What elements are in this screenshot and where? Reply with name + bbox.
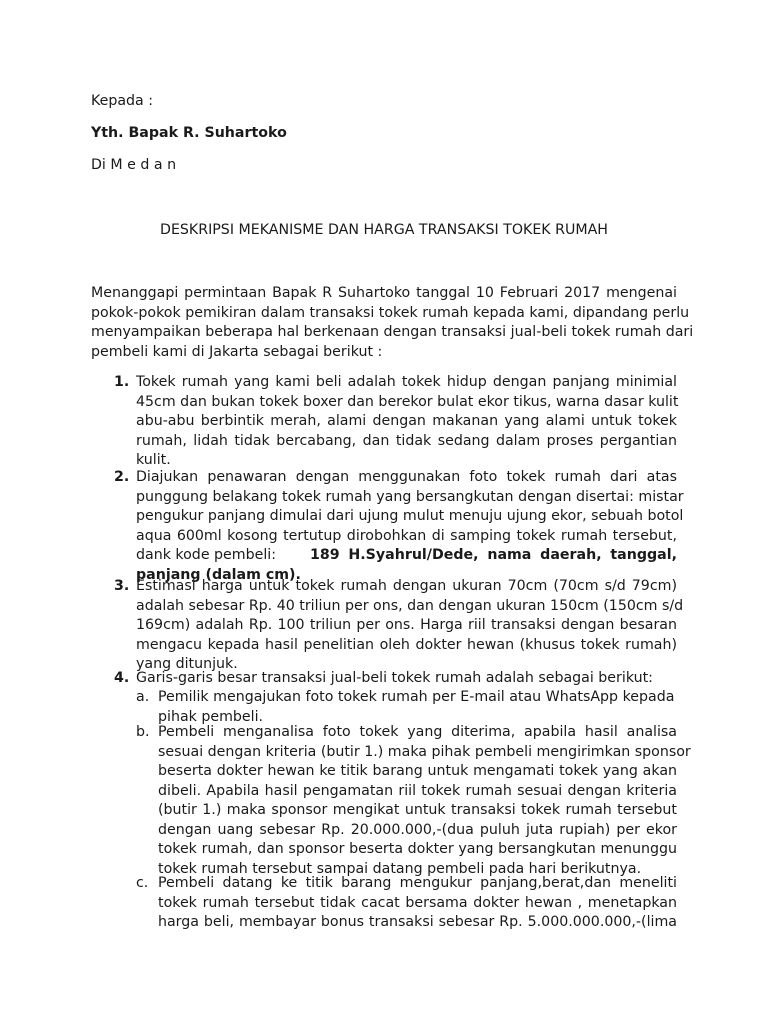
intro-line: Menanggapi permintaan Bapak R Suhartoko tanggal 10 Februari 2017 mengenai [91, 285, 677, 301]
item-number: 1. [114, 374, 130, 390]
subitem-line: Pembeli datang ke titik barang mengukur panjang,berat,dan meneliti [158, 875, 677, 891]
item-line: 169cm) adalah Rp. 100 triliun per ons. Harga riil transaksi dengan besaran [136, 617, 677, 633]
intro-line: pembeli kami di Jakarta sebagai berikut : [91, 343, 383, 360]
recipient-name: Yth. Bapak R. Suhartoko [91, 125, 287, 141]
subitem-line: dengan uang sebesar Rp. 20.000.000,-(dua puluh juta rupiah) per ekor [158, 821, 677, 838]
item-number: 3. [114, 578, 130, 594]
item-line: adalah sebesar Rp. 40 triliun per ons, dan dengan ukuran 150cm (150cm s/d [136, 597, 684, 614]
subitem-letter: c. [136, 875, 149, 891]
item-line: punggung belakang tokek rumah yang bersangkutan dengan disertai: mistar [136, 488, 684, 505]
list-item-2 [136, 469, 684, 589]
subitem-line: pihak pembeli. [158, 708, 264, 725]
item-line: kulit. [136, 452, 171, 468]
subitem-a [158, 689, 677, 729]
item-line: mengacu kepada hasil penelitian oleh dokter hewan (khusus tokek rumah) [136, 636, 677, 653]
item-line: Tokek rumah yang kami beli adalah tokek hidup dengan panjang minimial [136, 374, 677, 390]
kepada-label: Kepada : [91, 93, 154, 109]
item-line: Diajukan penawaran dengan menggunakan foto tokek rumah dari atas [136, 469, 677, 485]
subitem-line: (butir 1.) maka sponsor mengikat untuk transaksi tokek rumah tersebut [158, 802, 677, 818]
list-item-1 [136, 374, 677, 474]
subitem-line: tokek rumah tersebut sampai datang pembeli pada hari berikutnya. [158, 860, 642, 877]
document-title: DESKRIPSI MEKANISME DAN HARGA TRANSAKSI TOKEK RUMAH [160, 222, 608, 238]
buyer-code-cont: panjang (dalam cm). [136, 566, 301, 583]
item-number: 4. [114, 670, 130, 686]
buyer-code: 189 H.Syahrul/Dede, nama daerah, tanggal, [310, 547, 677, 563]
item-line: aqua 600ml kosong tertutup dirobohkan di samping tokek rumah tersebut, [136, 527, 677, 544]
subitem-letter: b. [136, 724, 150, 740]
subitem-line: tokek rumah, dan sponsor beserta dokter yang bersangkutan menunggu [158, 841, 677, 857]
item-line: pengukur panjang dimulai dari ujung mulut menuju ujung ekor, sebuah botol [136, 508, 684, 524]
subitem-line: sesuai dengan kriteria (butir 1.) maka pihak pembeli mengirimkan sponsor [158, 743, 691, 760]
list-item-3 [136, 578, 684, 678]
subitem-line: Pemilik mengajukan foto tokek rumah per E-mail atau WhatsApp kepada [158, 689, 675, 705]
subitem-line: beserta dokter hewan ke titik barang untuk mengamati tokek yang akan [158, 763, 677, 779]
subitem-line: dibeli. Apabila hasil pengamatan riil tokek rumah sesuai dengan kriteria [158, 782, 677, 799]
item-line: rumah, lidah tidak bercabang, dan tidak sedang dalam proses pergantian [136, 432, 677, 449]
subitem-line: harga beli, membayar bonus transaksi sebesar Rp. 5.000.000.000,-(lima [158, 914, 677, 930]
buyer-code-label: dank kode pembeli: [136, 547, 277, 563]
item-line: Estimasi harga untuk tokek rumah dengan ukuran 70cm (70cm s/d 79cm) [136, 578, 677, 594]
item-line: abu-abu berbintik merah, alami dengan makanan yang alami untuk tokek [136, 413, 677, 429]
intro-line: pokok-pokok pemikiran dalam transaksi tokek rumah kepada kami, dipandang perlu [91, 304, 690, 321]
item-line: Garis-garis besar transaksi jual-beli tokek rumah adalah sebagai berikut: [136, 670, 653, 686]
item-line: yang ditunjuk. [136, 656, 238, 672]
item-line: 45cm dan bukan tokek boxer dan berekor bulat ekor tikus, warna dasar kulit [136, 393, 679, 410]
subitem-c [158, 875, 677, 935]
subitem-line: Pembeli menganalisa foto tokek yang diterima, apabila hasil analisa [158, 724, 677, 740]
intro-line: menyampaikan beberapa hal berkenaan dengan transaksi jual-beli tokek rumah dari [91, 324, 694, 340]
subitem-b [158, 724, 691, 884]
subitem-line: tokek rumah tersebut tidak cacat bersama dokter hewan , menetapkan [158, 894, 677, 911]
item-number: 2. [114, 469, 130, 485]
subitem-letter: a. [136, 689, 150, 705]
recipient-place: Di M e d a n [91, 157, 177, 173]
intro-paragraph [91, 285, 694, 365]
